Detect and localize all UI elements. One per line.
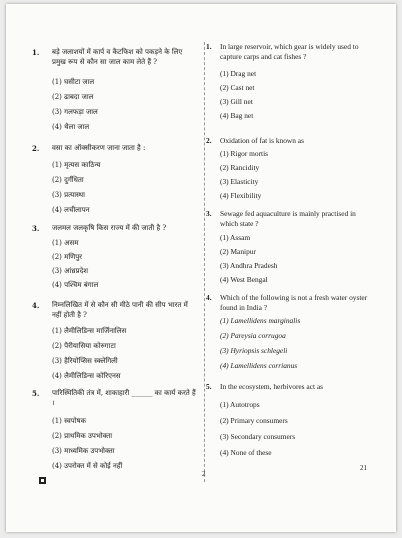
option-2: (2) Cast net (220, 83, 255, 92)
option-1: (1) Assam (220, 233, 251, 242)
option-2: (2) Rancidity (220, 163, 260, 172)
question-number: 4. (32, 301, 40, 310)
question-number: 2. (32, 144, 40, 153)
page-number-right: 21 (360, 464, 367, 472)
option-2: (2) Primary consumers (220, 416, 288, 425)
option-3: (3) हैरियोप्सिस स्क्लेगिली (52, 357, 118, 365)
option-2: (2) Manipur (220, 247, 256, 256)
question-number: 1. (206, 42, 212, 51)
question-text: Which of the following is not a fresh water oyster found in India ? (220, 293, 368, 312)
option-4: (4) लैमीलिडिन्स कोरिएनस (52, 372, 121, 380)
question-text: In the ecosystem, herbivores act as (220, 382, 324, 391)
option-4: (4) None of these (220, 448, 272, 457)
option-3: (3) Secondary consumers (220, 432, 296, 441)
option-1: (1) घसीटा जाल (52, 78, 95, 86)
option-3: (3) माध्यमिक उपभोक्ता (52, 447, 115, 455)
question-text: वसा का ऑक्सीकरण जाना जाता है : (52, 144, 146, 152)
question-text: जलमल जलकृषि किस राज्य में की जाती है ? (52, 224, 167, 232)
option-4: (4) लचीलापन (52, 206, 90, 214)
option-2: (2) प्राथमिक उपभोक्ता (52, 432, 113, 440)
option-4: (4) Flexibility (220, 191, 262, 200)
option-1: (1) Drag net (220, 69, 257, 78)
question-text: In large reservoir, which gear is widely used to capture carps and cat fishes ? (220, 42, 359, 61)
option-2: (2) मणिपुर (52, 253, 83, 261)
option-3: (3) प्रत्यास्था (52, 191, 85, 199)
option-1: (1) Rigor mortis (220, 149, 269, 158)
option-3: (3) Gill net (220, 97, 253, 106)
option-2: (2) ढाबदा जाल (52, 93, 94, 101)
option-1: (1) स्वपोषक (52, 417, 86, 425)
option-1: (1) Lamellidens marginalis (220, 316, 301, 325)
option-3: (3) गलफड़ा जाल (52, 108, 98, 116)
question-number: 2. (206, 136, 212, 145)
question-number: 3. (206, 209, 212, 218)
option-2: (2) दुर्गंधिता (52, 176, 84, 184)
option-1: (1) लैमीलिडिन्स मार्जिनालिस (52, 327, 127, 335)
question-text: Sewage fed aquaculture is mainly practised in which state ? (220, 209, 356, 228)
option-2: (2) पैरीयासिया कोरुगाटा (52, 342, 116, 350)
column-divider (204, 42, 205, 482)
option-4: (4) Lamellidens corrianus (220, 361, 298, 370)
option-1: (1) मृत्यस काठिन्य (52, 161, 101, 169)
option-4: (4) पश्चिम बंगाल (52, 281, 99, 289)
question-number: 1. (32, 48, 40, 57)
hindi-column (6, 4, 206, 532)
option-4: (4) West Bengal (220, 275, 268, 284)
question-text: Oxidation of fat is known as (220, 136, 304, 145)
option-3: (3) Andhra Pradesh (220, 261, 278, 270)
exam-page (6, 4, 396, 532)
option-4: (4) उपरोक्त में से कोई नहीं (52, 462, 123, 470)
corner-square-mark (39, 477, 46, 484)
option-4: (4) थैला जाल (52, 123, 90, 131)
english-column (206, 4, 396, 532)
question-text: निम्नलिखित में से कौन सी मीठे पानी की सीप भारत में नहीं होती है ? (52, 301, 188, 319)
question-text: बड़े जलाशयों में कार्प व कैटफिश को पकड़ने के लिए प्रमुख रूप से कौन सा जाल काम लेते हैं ? (52, 48, 183, 66)
option-3: (3) Hyriopsis schlegeli (220, 346, 288, 355)
option-1: (1) Autotrops (220, 400, 260, 409)
question-number: 4. (206, 293, 212, 302)
question-number: 5. (32, 389, 40, 398)
question-number: 5. (206, 382, 212, 391)
question-text: पारिस्थितिकी तंत्र में, शाकाहारी ______ का कार्य करते हैं । (52, 389, 196, 407)
option-3: (3) Elasticity (220, 177, 259, 186)
page-number-center: 2 (202, 470, 206, 478)
option-4: (4) Bag net (220, 111, 254, 120)
option-2: (2) Pareysia corrugoa (220, 331, 286, 340)
question-number: 3. (32, 224, 40, 233)
option-3: (3) आंध्रप्रदेश (52, 267, 89, 275)
option-1: (1) असम (52, 239, 79, 247)
